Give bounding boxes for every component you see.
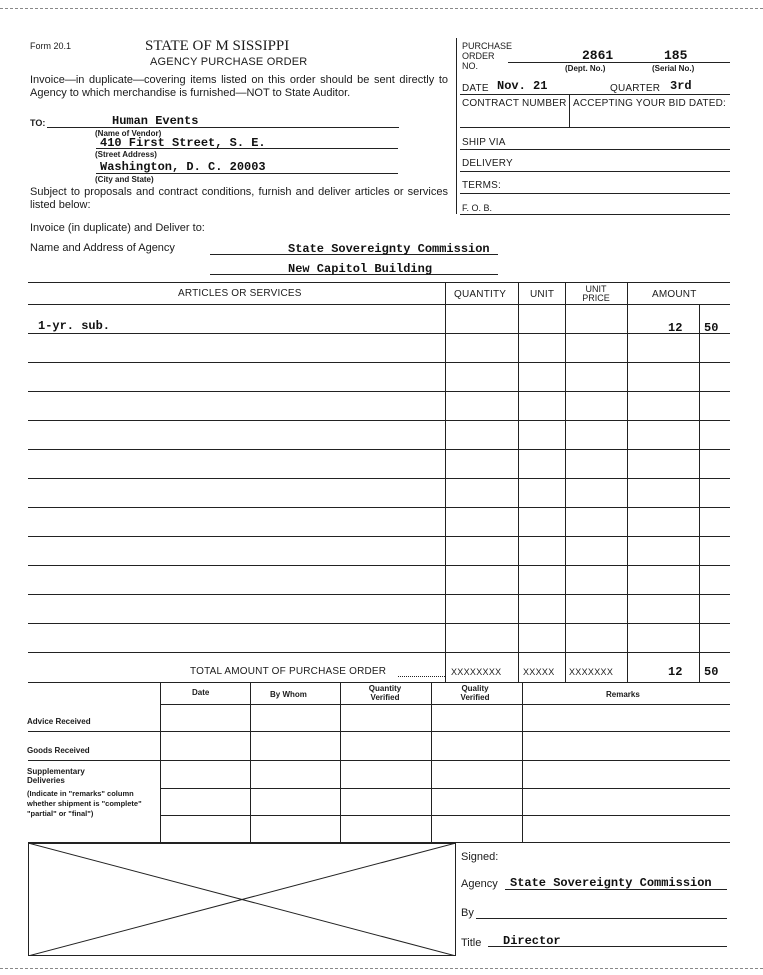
receipt-col-2 xyxy=(250,682,251,842)
header-unit-price: UNIT PRICE xyxy=(582,284,610,303)
header-quantity: QUANTITY xyxy=(454,289,507,300)
receipt-col-5 xyxy=(522,682,523,842)
delivery-label: DELIVERY xyxy=(462,158,513,169)
sig-title-value: Director xyxy=(503,934,561,948)
total-leader xyxy=(398,676,445,677)
item-amount-dollars: 12 xyxy=(668,321,683,335)
col-divider-quantity xyxy=(518,282,519,682)
date-label: DATE xyxy=(462,83,489,94)
receipt-col-3 xyxy=(340,682,341,842)
fob-label: F. O. B. xyxy=(462,203,493,213)
sig-by-label: By xyxy=(461,907,474,919)
terms-line xyxy=(460,193,730,194)
dept-no-caption: (Dept. No.) xyxy=(565,64,606,73)
serial-no: 185 xyxy=(664,48,688,63)
vendor-street-caption: (Street Address) xyxy=(95,150,157,159)
vendor-name-caption: (Name of Vendor) xyxy=(95,129,162,138)
col-divider-unit-price xyxy=(627,282,628,682)
subject-text: Subject to proposals and contract conditions, furnish and deliver articles or services listed below: xyxy=(30,186,448,211)
order-date: Nov. 21 xyxy=(497,79,548,93)
dept-no: 2861 xyxy=(582,48,614,63)
bottom-perforation xyxy=(0,968,763,969)
cancelled-box xyxy=(28,843,456,956)
to-label: TO: xyxy=(30,118,46,128)
agency-name-address-label: Name and Address of Agency xyxy=(30,242,175,254)
row-line xyxy=(28,478,730,479)
receipt-header-line xyxy=(160,704,730,705)
quarter-label: QUARTER xyxy=(610,83,661,94)
invoice-deliver-label: Invoice (in duplicate) and Deliver to: xyxy=(30,222,205,234)
row-line xyxy=(28,594,730,595)
ship-via-line xyxy=(460,149,730,150)
form-number: Form 20.1 xyxy=(30,41,72,51)
po-number-line xyxy=(508,62,730,63)
total-label: TOTAL AMOUNT OF PURCHASE ORDER xyxy=(190,666,387,677)
accepting-bid-label: ACCEPTING YOUR BID DATED: xyxy=(573,98,726,109)
ship-via-label: SHIP VIA xyxy=(462,137,506,148)
receipt-header-remarks: Remarks xyxy=(606,690,640,699)
header-right-divider xyxy=(456,38,457,214)
row-line xyxy=(28,565,730,566)
receipt-header-quality-verified: Quality Verified xyxy=(460,684,490,702)
agency-address: New Capitol Building xyxy=(288,262,433,276)
header-unit: UNIT xyxy=(530,289,555,300)
col-divider-articles xyxy=(445,282,446,682)
signed-label: Signed: xyxy=(461,851,499,863)
receipt-row-line xyxy=(160,788,730,789)
receipt-row-line xyxy=(28,731,730,732)
top-perforation xyxy=(0,8,763,9)
terms-label: TERMS: xyxy=(462,180,501,191)
receipt-col-4 xyxy=(431,682,432,842)
row-line xyxy=(28,333,730,334)
vendor-city: Washington, D. C. 20003 xyxy=(100,160,266,174)
receipt-header-date: Date xyxy=(192,688,210,697)
receipt-header-by-whom: By Whom xyxy=(270,690,307,699)
purchase-order-label: PURCHASE ORDER NO. xyxy=(462,41,513,71)
receipt-row-line xyxy=(28,760,730,761)
vendor-name: Human Events xyxy=(112,114,199,128)
row-goods-received: Goods Received xyxy=(27,746,90,755)
vendor-name-line xyxy=(47,127,399,128)
total-quantity: XXXXXXXX xyxy=(451,667,502,677)
form-title: STATE OF M SISSIPPI xyxy=(145,38,290,54)
total-cents: 50 xyxy=(704,665,719,679)
total-dollars: 12 xyxy=(668,665,683,679)
form-subtitle: AGENCY PURCHASE ORDER xyxy=(150,56,308,68)
items-table-top xyxy=(28,282,730,283)
contract-row-line xyxy=(460,127,730,128)
col-divider-cents xyxy=(699,304,700,682)
delivery-line xyxy=(460,171,730,172)
contract-divider xyxy=(569,94,570,127)
header-amount: AMOUNT xyxy=(652,289,697,300)
row-line xyxy=(28,536,730,537)
row-line xyxy=(28,652,730,653)
serial-no-caption: (Serial No.) xyxy=(652,64,695,73)
total-unit: XXXXX xyxy=(523,667,555,677)
row-advice-received: Advice Received xyxy=(27,717,91,726)
item-amount-cents: 50 xyxy=(704,321,719,335)
item-article: 1-yr. sub. xyxy=(38,319,111,333)
sig-title-label: Title xyxy=(461,937,482,949)
receipt-header-quantity-verified: Quantity Verified xyxy=(368,684,402,702)
sig-agency-value: State Sovereignty Commission xyxy=(510,876,712,890)
fob-line xyxy=(460,214,730,215)
row-line xyxy=(28,420,730,421)
row-line xyxy=(28,449,730,450)
sig-agency-label: Agency xyxy=(461,878,498,890)
header-articles: ARTICLES OR SERVICES xyxy=(178,288,302,299)
instructions-text: Invoice—in duplicate—covering items listed on this order should be sent directly to Agency to which merchandise is furnished—NOT to State Auditor. xyxy=(30,74,448,99)
date-row-line xyxy=(460,94,730,95)
quarter-value: 3rd xyxy=(670,79,692,93)
row-line xyxy=(28,623,730,624)
sig-by-line xyxy=(476,918,727,919)
row-line xyxy=(28,362,730,363)
receipt-row-line xyxy=(160,815,730,816)
agency-name: State Sovereignty Commission xyxy=(288,242,490,256)
receipt-note: (Indicate in "remarks" column whether shipment is "complete" "partial" or "final") xyxy=(27,789,142,818)
row-supplementary-deliveries: Supplementary Deliveries xyxy=(27,767,85,785)
vendor-city-caption: (City and State) xyxy=(95,175,154,184)
contract-number-label: CONTRACT NUMBER xyxy=(462,98,567,109)
col-divider-unit xyxy=(565,282,566,682)
total-unit-price: XXXXXXX xyxy=(569,667,614,677)
row-line xyxy=(28,304,730,305)
vendor-street: 410 First Street, S. E. xyxy=(100,136,266,150)
row-line xyxy=(28,391,730,392)
row-line xyxy=(28,507,730,508)
items-table-bottom xyxy=(28,682,730,683)
receipt-col-1 xyxy=(160,682,161,842)
